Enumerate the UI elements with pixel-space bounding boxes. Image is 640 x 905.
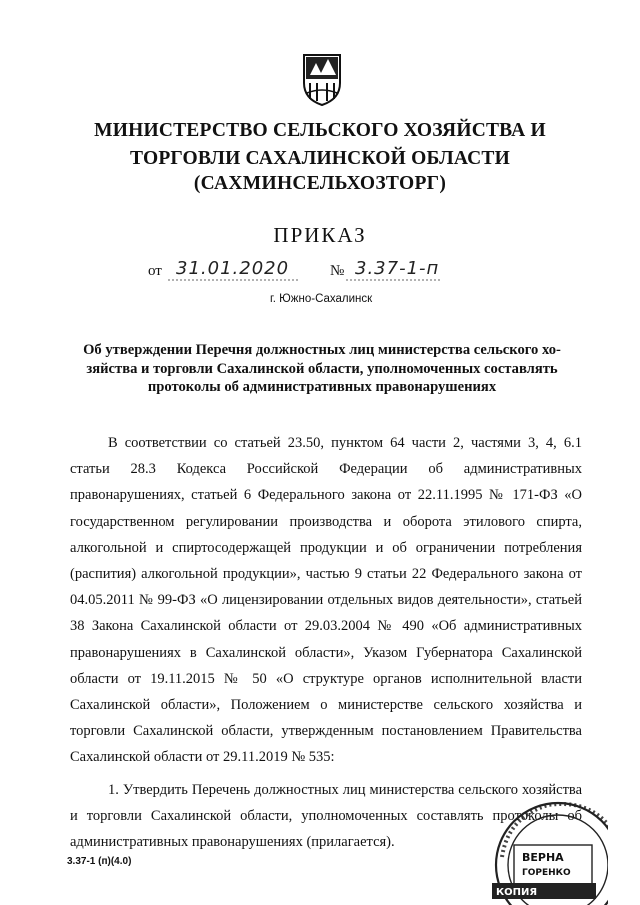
coat-of-arms-icon — [302, 53, 342, 107]
date-underline — [168, 278, 298, 284]
number-underline — [346, 278, 441, 284]
round-seal-stamp-icon — [478, 787, 608, 905]
document-type-title: ПРИКАЗ — [273, 223, 367, 247]
date-number-line — [148, 258, 488, 288]
clause-1: 1. Утвердить Перечень должностных лиц министерства сельского хозяйства и торговли Сахалинской области, уполномоченных составлять протоколы об административных правонарушениях (прилагается). — [70, 781, 582, 851]
ministry-abbreviation: (САХМИНСЕЛЬХОЗТОРГ) — [193, 173, 447, 194]
subject-line1: Об утверждении Перечня должностных лиц министерства сельского хо- — [83, 342, 561, 358]
subject-line3: протоколы об административных правонарушениях — [147, 379, 497, 395]
date-label: от — [148, 263, 162, 279]
handwritten-date: 31.01.2020 — [176, 258, 290, 279]
subject-line2: зяйства и торговли Сахалинской области, уполномоченных составлять — [86, 360, 558, 377]
document-code: 3.37-1 (п)(4.0) — [67, 856, 132, 867]
ministry-name-line1: МИНИСТЕРСТВО СЕЛЬСКОГО ХОЗЯЙСТВА И — [94, 120, 546, 141]
handwritten-number: 3.37-1-п — [355, 258, 440, 279]
stamp-line3: КОПИЯ — [496, 887, 538, 898]
stamp-line1: ВЕРНА — [522, 851, 564, 864]
city: г. Южно-Сахалинск — [270, 293, 373, 305]
ministry-name-line2: ТОРГОВЛИ САХАЛИНСКОЙ ОБЛАСТИ — [130, 148, 510, 169]
number-label: № — [330, 263, 345, 279]
ministry-name — [70, 117, 570, 173]
preamble-paragraph: В соответствии со статьей 23.50, пунктом 64 части 2, частями 3, 4, 6.1 статьи 28.3 Кодекса Российской Федерации об административных правонарушениях, статьей 6 Федерального закона от 22.11.1995 № 171-ФЗ «О государственном регулировании производства и оборота этилового спирта, алкогольной и спиртосодержащей продукции и об ограничении потребления (распития) алкогольной продукции», частью 9 статьи 22 Федерального закона от 04.05.2011 № 99-ФЗ «О лицензировании отдельных видов деятельности», статьей 38 Закона Сахалинской области от 29.03.2004 № 490 «Об административных правонарушениях в Сахалинской области», Указом Губернатора Сахалинской области от 19.11.2015 № 50 «О структуре органов исполнительной власти Сахалинской области», Положением о министерстве сельского хозяйства и торговли Сахалинской области, утвержденным постановлением Правительства Сахалинской области от 29.11.2019 № 535: — [70, 435, 582, 766]
document-subject — [72, 341, 572, 397]
stamp-line2: ГОРЕНКО — [522, 868, 571, 878]
